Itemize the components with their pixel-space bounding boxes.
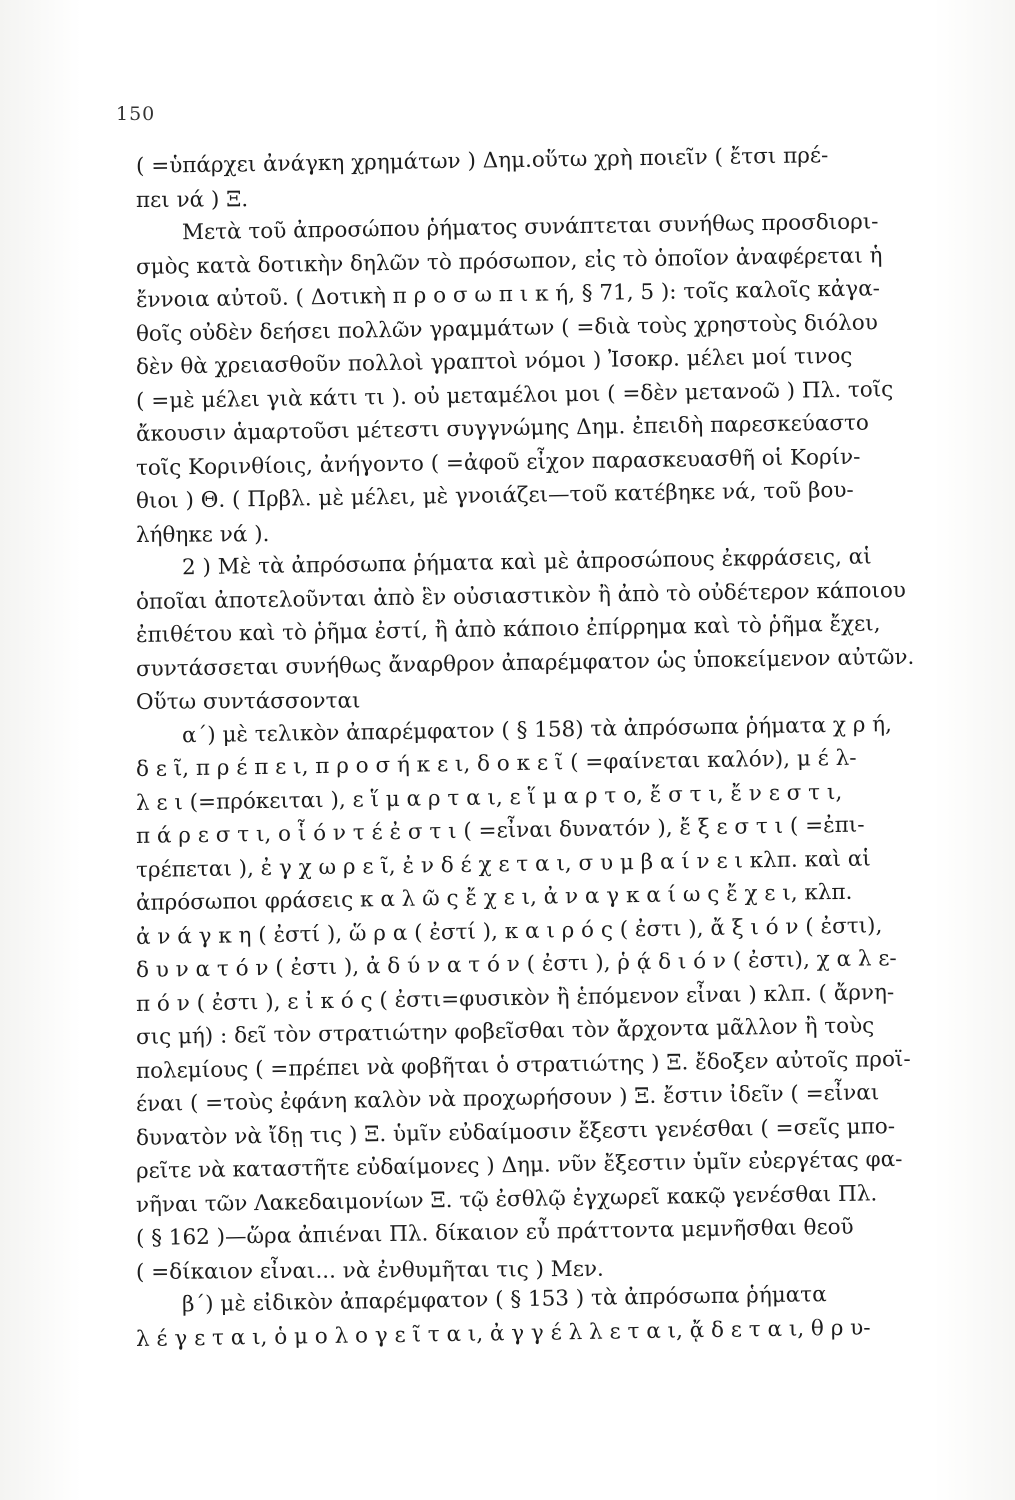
- text-line: π ά ρ ε σ τ ι, ο ἷ ό ν τ έ ἐ σ τ ι ( =εἶναι δυνατόν ), ἔ ξ ε σ τ ι ( =ἐπι-: [135, 812, 865, 849]
- text-line: Μετὰ τοῦ ἀπροσώπου ῥήματος συνάπτεται συνήθως προσδιορι-: [181, 209, 879, 246]
- text-line: ( =ὑπάρχει ἀνάγκη χρημάτων ) Δημ.οὕτω χρὴ ποιεῖν ( ἔτσι πρέ-: [135, 143, 829, 179]
- text-line: σμὸς κατὰ δοτικὴν δηλῶν τὸ πρόσωπον, εἰς τὸ ὁποῖον ἀναφέρεται ἡ: [135, 242, 883, 280]
- text-line: πολεμίους ( =πρέπει νὰ φοβῆται ὁ στρατιώτης ) Ξ. ἔδοξεν αὐτοῖς προϊ-: [135, 1046, 911, 1084]
- text-line: λήθηκε νά ).: [135, 521, 270, 548]
- text-line: ρεῖτε νὰ καταστῆτε εὐδαίμονες ) Δημ. νῦν ἔξεστιν ὑμῖν εὐεργέτας φα-: [135, 1146, 903, 1184]
- text-line: σις μή) : δεῖ τὸν στρατιώτην φοβεῖσθαι τὸν ἄρχοντα μᾶλλον ἢ τοὺς: [135, 1013, 875, 1050]
- text-line: νῆναι τῶν Λακεδαιμονίων Ξ. τῷ ἐσθλῷ ἐγχωρεῖ κακῷ γενέσθαι Πλ.: [135, 1180, 878, 1218]
- text-line: τοῖς Κορινθίοις, ἀνήγοντο ( =ἀφοῦ εἶχον παρασκευασθῆ οἱ Κορίν-: [135, 444, 861, 481]
- text-line: δ ε ῖ, π ρ έ π ε ι, π ρ ο σ ή κ ε ι, δ ο κ ε ῖ ( =φαίνεται καλόν), μ έ λ-: [135, 745, 857, 782]
- text-line: τρέπεται ), ἐ γ χ ω ρ ε ῖ, ἐ ν δ έ χ ε τ α ι, σ υ μ β α ί ν ε ι κλπ. καὶ αἱ: [135, 845, 871, 883]
- text-line: β΄) μὲ εἰδικὸν ἀπαρέμφατον ( § 153 ) τὰ ἀπρόσωπα ῥήματα: [181, 1282, 827, 1318]
- text-line: θιοι ) Θ. ( Πρβλ. μὲ μέλει, μὲ γνοιάζει—τοῦ κατέβηκε νά, τοῦ βου-: [135, 477, 854, 514]
- text-line: ( =δίκαιον εἶναι... νὰ ἐνθυμῆται τις ) Μεν.: [135, 1256, 604, 1285]
- page-number: 150: [116, 103, 156, 125]
- text-line: α΄) μὲ τελικὸν ἀπαρέμφατον ( § 158) τὰ ἀπρόσωπα ῥήματα χ ρ ή,: [181, 711, 893, 748]
- body-text: [135, 143, 981, 1356]
- text-line: ἀπρόσωποι φράσεις κ α λ ῶ ς ἔ χ ε ι, ἀ ν α γ κ α ί ω ς ἔ χ ε ι, κλπ.: [135, 879, 853, 916]
- text-line: δ υ ν α τ ό ν ( ἐστι ), ἀ δ ύ ν α τ ό ν ( ἐστι ), ῥ ᾴ δ ι ό ν ( ἐστι), χ α λ ε-: [135, 946, 897, 983]
- text-line: συντάσσεται συνήθως ἄναρθρον ἀπαρέμφατον ὡς ὑποκείμενον αὐτῶν.: [135, 644, 915, 682]
- text-line: π ό ν ( ἐστι ), ε ἰ κ ό ς ( ἐστι=φυσικὸν ἢ ἑπόμενον εἶναι ) κλπ. ( ἄρνη-: [135, 979, 895, 1017]
- text-line: δυνατὸν νὰ ἴδῃ τις ) Ξ. ὑμῖν εὐδαίμοσιν ἔξεστι γενέσθαι ( =σεῖς μπο-: [135, 1113, 896, 1151]
- text-line: ( § 162 )—ὥρα ἀπιέναι Πλ. δίκαιον εὖ πράττοντα μεμνῆσθαι θεοῦ: [135, 1214, 854, 1251]
- text-line: δὲν θὰ χρειασθοῦν πολλοὶ γραπτοὶ νόμοι ) Ἰσοκρ. μέλει μοί τινος: [135, 343, 853, 380]
- text-line: ἀ ν ά γ κ η ( ἐστί ), ὥ ρ α ( ἐστί ), κ α ι ρ ό ς ( ἐστι ), ἄ ξ ι ό ν ( ἐστι),: [135, 912, 883, 950]
- text-line: Οὕτω συντάσσονται: [135, 688, 361, 715]
- text-line: ἄκουσιν ἁμαρτοῦσι μέτεστι συγγνώμης Δημ. ἐπειδὴ παρεσκεύαστο: [135, 410, 870, 447]
- text-line: λ έ γ ε τ α ι, ὁ μ ο λ ο γ ε ῖ τ α ι, ἀ γ γ έ λ λ ε τ α ι, ᾄ δ ε τ α ι, θ ρ υ-: [135, 1314, 871, 1352]
- text-line: έναι ( =τοὺς ἐφάνη καλὸν νὰ προχωρήσουν ) Ξ. ἔστιν ἰδεῖν ( =εἶναι: [135, 1080, 880, 1117]
- text-line: πει νά ) Ξ.: [135, 186, 249, 213]
- text-line: ἐπιθέτου καὶ τὸ ῥῆμα ἐστί, ἢ ἀπὸ κάποιο ἐπίρρημα καὶ τὸ ῥῆμα ἔχει,: [135, 611, 881, 648]
- text-line: θοῖς οὐδὲν δεήσει πολλῶν γραμμάτων ( =διὰ τοὺς χρηστοὺς διόλου: [135, 309, 879, 347]
- text-line: ὁποῖαι ἀποτελοῦνται ἀπὸ ἓν οὐσιαστικὸν ἢ ἀπὸ τὸ οὐδέτερον κάποιου: [135, 577, 907, 615]
- text-line: 2 ) Μὲ τὰ ἀπρόσωπα ῥήματα καὶ μὲ ἀπροσώπους ἐκφράσεις, αἱ: [181, 544, 872, 581]
- text-line: λ ε ι (=πρόκειται ), ε ἵ μ α ρ τ α ι, ε ἵ μ α ρ τ ο, ἔ σ τ ι, ἔ ν ε σ τ ι,: [135, 779, 843, 816]
- text-line: ( =μὲ μέλει γιὰ κάτι τι ). οὐ μεταμέλοι μοι ( =δὲν μετανοῶ ) Πλ. τοῖς: [135, 376, 894, 414]
- text-line: ἔννοια αὐτοῦ. ( Δοτικὴ π ρ ο σ ω π ι κ ή, § 71, 5 ): τοῖς καλοῖς κἀγα-: [135, 276, 881, 313]
